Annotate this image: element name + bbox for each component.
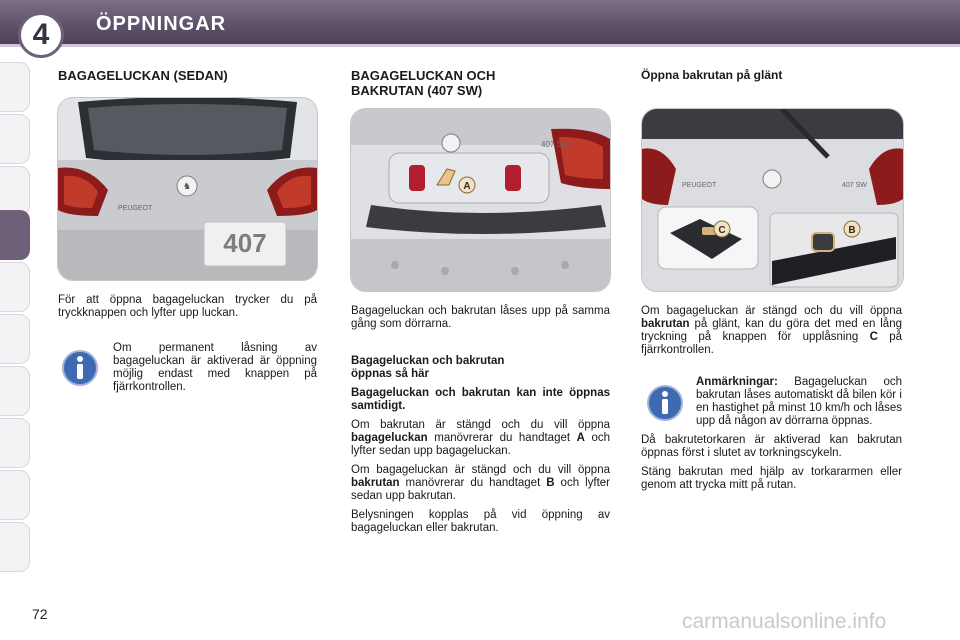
text-span-bold: bakrutan (351, 477, 400, 489)
text-span: manövrerar du handtaget (399, 477, 547, 489)
side-tab-5[interactable] (0, 262, 30, 312)
sw-subheading-how (351, 355, 610, 381)
watermark: carmanualsonline.info (682, 610, 887, 633)
svg-text:PEUGEOT: PEUGEOT (682, 182, 717, 189)
side-tab-7[interactable] (0, 366, 30, 416)
sw-tailgate-illustration (351, 109, 610, 291)
note-close-window: Stäng bakrutan med hjälp av torkararmen eller genom att trycka mitt på rutan. (641, 466, 902, 491)
side-tab-10[interactable] (0, 522, 30, 572)
sw-not-simultaneous: Bagageluckan och bakrutan kan inte öppnas samtidigt. (351, 387, 610, 412)
svg-text:407 SW: 407 SW (842, 182, 867, 189)
header-underline (0, 44, 960, 47)
sw-open-tailgate-paragraph (351, 419, 610, 458)
side-tab-3[interactable] (0, 166, 30, 216)
text-span: Om bagageluckan är stängd och du vill öppna (351, 464, 610, 476)
side-tab-4-active[interactable] (0, 210, 30, 260)
text-span: manövrerar du handtaget (427, 432, 577, 444)
sedan-instruction-text: För att öppna bagageluckan trycker du på tryckknappen och lyfter upp luckan. (58, 294, 317, 319)
svg-text:♞: ♞ (182, 181, 192, 191)
note-wiper: Då bakrutetorkaren är aktiverad kan bakrutan öppnas först i slutet av torkningscykeln. (641, 434, 902, 459)
photo-sedan-trunk (57, 97, 318, 281)
svg-text:B: B (848, 225, 856, 236)
sw-body-text (351, 387, 610, 541)
sw-subheading-how-line2: öppnas så här (351, 368, 429, 380)
text-span: Om bakrutan är stängd och du vill öppna (351, 419, 610, 431)
section-heading-sedan: BAGAGELUCKAN (SEDAN) (58, 68, 228, 83)
section-heading-ajar: Öppna bakrutan på glänt (641, 68, 783, 82)
sw-unlock-text: Bagageluckan och bakrutan låses upp på samma gång som dörrarna. (351, 305, 610, 330)
chapter-side-tabs (0, 62, 34, 574)
side-tab-8[interactable] (0, 418, 30, 468)
side-tab-6[interactable] (0, 314, 30, 364)
ajar-notes (641, 376, 902, 498)
section-heading-sw (351, 68, 495, 98)
handle-b-label: B (546, 477, 555, 489)
text-span-bold: bagageluckan (351, 432, 428, 444)
note-label: Anmärkningar: (696, 376, 778, 388)
section-heading-sw-line2: BAKRUTAN (407 SW) (351, 83, 483, 98)
handle-a-label: A (576, 432, 585, 444)
svg-text:407 SW: 407 SW (541, 140, 570, 149)
svg-text:407: 407 (223, 228, 267, 258)
svg-text:C: C (718, 225, 726, 236)
photo-sw-tailgate (350, 108, 611, 292)
ajar-instruction-paragraph (641, 305, 902, 357)
photo-rear-window-remote (641, 108, 904, 292)
note-auto-lock (696, 376, 902, 428)
side-tab-2[interactable] (0, 114, 30, 164)
chapter-number-badge (18, 12, 64, 58)
sw-subheading-how-line1: Bagageluckan och bakrutan (351, 355, 505, 367)
sedan-trunk-illustration (58, 98, 317, 280)
page-number: 72 (32, 606, 48, 622)
text-span: Bagageluckan och bakrutan låses automatiskt då bilen kör i en hastighet på minst 10 km/h och låses upp då någon av dörrarna öppnas. (696, 376, 902, 427)
text-span: på fjärrkontrollen. (641, 331, 902, 356)
sw-open-window-paragraph (351, 464, 610, 503)
svg-text:PEUGEOT: PEUGEOT (118, 205, 153, 212)
text-span: Om bagageluckan är stängd och du vill öppna (641, 305, 902, 317)
side-tab-1[interactable] (0, 62, 30, 112)
svg-text:A: A (463, 181, 471, 192)
chapter-title: ÖPPNINGAR (96, 13, 227, 35)
sedan-note-text: Om permanent låsning av bagageluckan är aktiverad är öppning möjlig endast med knappen på fjärrkontrollen. (113, 342, 317, 393)
chapter-number: 4 (32, 18, 50, 51)
text-span-bold: bakrutan (641, 318, 690, 330)
text-span: på glänt, kan du göra det med en lång tryckning på knappen för upplåsning (641, 318, 902, 343)
info-icon (61, 349, 99, 387)
section-heading-sw-line1: BAGAGELUCKAN OCH (351, 68, 496, 83)
sw-lighting-paragraph: Belysningen kopplas på vid öppning av bagageluckan eller bakrutan. (351, 509, 610, 534)
text-span: och lyfter sedan upp bakrutan. (351, 477, 611, 502)
side-tab-9[interactable] (0, 470, 30, 520)
remote-button-c-label: C (869, 331, 878, 343)
rear-window-remote-illustration (642, 109, 903, 291)
text-span: och lyfter sedan upp bagageluckan. (351, 432, 610, 457)
